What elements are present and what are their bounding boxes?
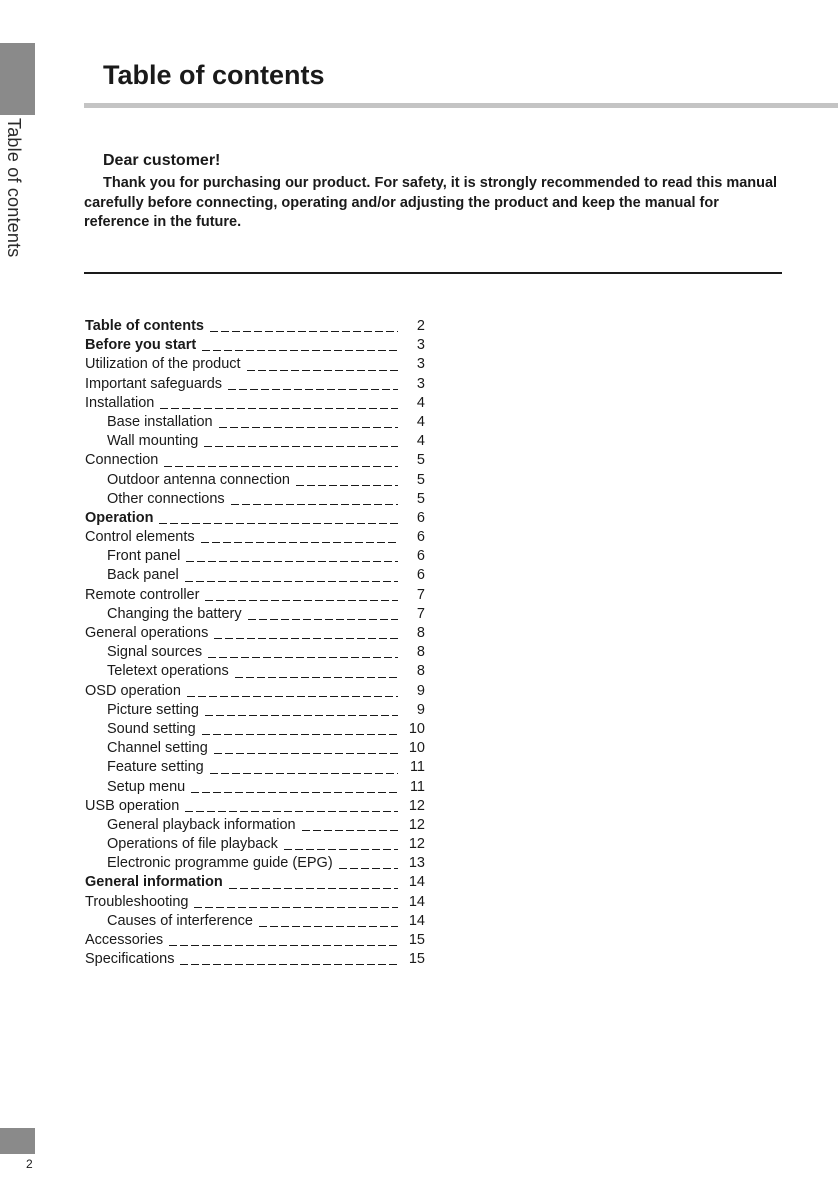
toc-entry-page: 3: [416, 375, 425, 392]
toc-entry[interactable]: [85, 490, 425, 509]
toc-entry-label: Electronic programme guide (EPG): [107, 855, 333, 872]
toc-entry[interactable]: [85, 509, 425, 528]
toc-entry-page: 13: [408, 855, 425, 872]
toc-entry[interactable]: [85, 432, 425, 451]
toc-entry-label: General operations: [85, 625, 209, 641]
toc-dotted-leader: [210, 331, 398, 332]
toc-dotted-leader: [204, 446, 398, 447]
toc-entry-page: 6: [416, 529, 425, 546]
toc-entry-label: Wall mounting: [107, 433, 199, 450]
intro-paragraph: Thank you for purchasing our product. For safety, it is strongly recommended to read this manual carefully before connecting, operating and/or adjusting the product and keep the manual for reference in the future.: [84, 175, 778, 230]
toc-dotted-leader: [210, 773, 398, 774]
toc-entry-page: 14: [408, 893, 425, 910]
page-number: 2: [26, 1157, 33, 1171]
toc-dotted-leader: [187, 696, 398, 697]
toc-dotted-leader: [201, 542, 398, 543]
toc-entry[interactable]: [85, 739, 425, 758]
toc-dotted-leader: [231, 504, 398, 505]
toc-dotted-leader: [205, 600, 398, 601]
greeting-heading: Dear customer!: [103, 152, 221, 169]
toc-entry-label: Before you start: [85, 337, 197, 354]
toc-entry[interactable]: [85, 854, 425, 873]
toc-entry[interactable]: [85, 835, 425, 854]
toc-entry[interactable]: [85, 586, 425, 605]
toc-entry-page: 12: [408, 816, 425, 833]
toc-entry-label: Teletext operations: [107, 663, 229, 680]
toc-entry-label: General playback information: [107, 816, 296, 833]
toc-entry-label: Channel setting: [107, 740, 208, 757]
toc-dotted-leader: [302, 830, 398, 831]
toc-entry[interactable]: [85, 931, 425, 950]
toc-dotted-leader: [160, 408, 398, 409]
toc-entry[interactable]: [85, 873, 425, 892]
toc-dotted-leader: [229, 888, 398, 889]
toc-entry-label: Signal sources: [107, 644, 203, 661]
toc-entry[interactable]: [85, 893, 425, 912]
toc-entry[interactable]: [85, 451, 425, 470]
toc-dotted-leader: [235, 677, 398, 678]
toc-entry-page: 10: [408, 720, 425, 737]
toc-dotted-leader: [208, 657, 398, 658]
toc-dotted-leader: [284, 849, 398, 850]
toc-entry-label: Outdoor antenna connection: [107, 471, 290, 488]
toc-entry[interactable]: [85, 471, 425, 490]
toc-entry-label: Connection: [85, 452, 159, 469]
toc-entry-label: General information: [85, 874, 223, 891]
toc-dotted-leader: [202, 350, 398, 351]
toc-dotted-leader: [219, 427, 398, 428]
toc-entry[interactable]: [85, 394, 425, 413]
toc-dotted-leader: [159, 523, 398, 524]
toc-entry-label: Operations of file playback: [107, 836, 278, 853]
toc-dotted-leader: [247, 370, 398, 371]
toc-entry[interactable]: [85, 336, 425, 355]
toc-dotted-leader: [214, 753, 398, 754]
toc-entry-page: 15: [408, 932, 425, 948]
toc-entry-page: 10: [408, 740, 425, 757]
toc-dotted-leader: [202, 734, 398, 735]
toc-entry-label: Causes of interference: [107, 912, 253, 929]
toc-entry-page: 4: [416, 394, 425, 411]
toc-dotted-leader: [214, 638, 398, 639]
toc-entry-page: 14: [408, 874, 425, 891]
toc-dotted-leader: [339, 868, 398, 869]
toc-entry-page: 3: [416, 337, 425, 354]
footer-tab-marker: [0, 1128, 35, 1154]
toc-entry-page: 12: [408, 797, 425, 814]
toc-entry-label: Installation: [85, 394, 155, 411]
toc-entry-label: Important safeguards: [85, 375, 223, 392]
side-tab-marker: [0, 43, 35, 115]
toc-entry-page: 5: [416, 452, 425, 469]
title-divider: [84, 103, 838, 108]
toc-entry-page: 8: [416, 625, 425, 641]
toc-entry-page: 14: [408, 912, 425, 929]
toc-entry-label: Troubleshooting: [85, 893, 189, 910]
toc-entry-page: 11: [409, 778, 425, 795]
toc-entry-page: 2: [416, 318, 425, 334]
toc-entry-page: 5: [416, 471, 425, 488]
section-divider: [84, 272, 782, 274]
toc-entry-label: Specifications: [85, 951, 175, 968]
toc-dotted-leader: [185, 811, 398, 812]
toc-dotted-leader: [186, 561, 398, 562]
toc-entry-page: 8: [416, 663, 425, 680]
toc-entry-label: Feature setting: [107, 759, 204, 776]
toc-entry-page: 6: [416, 548, 425, 565]
toc-dotted-leader: [185, 581, 398, 582]
toc-entry-page: 9: [416, 701, 425, 718]
page-title: Table of contents: [103, 60, 325, 90]
toc-entry-page: 6: [416, 567, 425, 584]
toc-entry-label: Changing the battery: [107, 605, 242, 622]
toc-entry-page: 4: [416, 433, 425, 450]
toc-entry[interactable]: [85, 720, 425, 739]
toc-entry-page: 6: [416, 509, 425, 526]
toc-entry-label: Table of contents: [85, 318, 204, 334]
toc-dotted-leader: [194, 907, 398, 908]
toc-entry-label: Accessories: [85, 932, 164, 948]
toc-entry[interactable]: [85, 375, 425, 394]
toc-entry-page: 11: [409, 759, 425, 776]
toc-dotted-leader: [296, 485, 398, 486]
toc-entry[interactable]: [85, 816, 425, 835]
toc-entry-label: Operation: [85, 509, 154, 526]
toc-entry[interactable]: [85, 797, 425, 816]
toc-entry[interactable]: [85, 662, 425, 681]
toc-entry[interactable]: [85, 701, 425, 720]
toc-entry[interactable]: [85, 317, 425, 336]
toc-entry-label: Base installation: [107, 413, 213, 430]
toc-entry-page: 8: [416, 644, 425, 661]
toc-dotted-leader: [169, 945, 398, 946]
toc-entry-page: 7: [416, 586, 425, 603]
toc-entry-label: Back panel: [107, 567, 179, 584]
toc-entry-label: Utilization of the product: [85, 356, 241, 373]
toc-dotted-leader: [164, 466, 398, 467]
toc-entry[interactable]: [85, 624, 425, 643]
toc-dotted-leader: [205, 715, 398, 716]
toc-entry[interactable]: [85, 355, 425, 374]
toc-entry[interactable]: [85, 682, 425, 701]
toc-dotted-leader: [259, 926, 398, 927]
table-of-contents-list: [85, 317, 425, 969]
toc-entry[interactable]: [85, 566, 425, 585]
toc-entry-label: Control elements: [85, 529, 195, 546]
toc-entry[interactable]: [85, 547, 425, 566]
toc-dotted-leader: [228, 389, 398, 390]
toc-entry[interactable]: [85, 778, 425, 797]
toc-entry-page: 12: [408, 836, 425, 853]
toc-entry[interactable]: [85, 758, 425, 777]
toc-dotted-leader: [248, 619, 398, 620]
toc-entry-label: Setup menu: [107, 778, 186, 795]
toc-entry[interactable]: [85, 605, 425, 624]
toc-entry-page: 3: [416, 356, 425, 373]
toc-entry-label: Front panel: [107, 548, 181, 565]
toc-entry[interactable]: [85, 950, 425, 969]
toc-entry-label: Other connections: [107, 490, 225, 507]
toc-entry-label: USB operation: [85, 797, 180, 814]
side-section-label: Table of contents: [4, 118, 24, 258]
toc-dotted-leader: [191, 792, 398, 793]
toc-entry-page: 5: [416, 490, 425, 507]
toc-entry-page: 4: [416, 413, 425, 430]
toc-entry-page: 7: [416, 605, 425, 622]
toc-entry-label: Picture setting: [107, 701, 199, 718]
toc-entry-label: OSD operation: [85, 682, 181, 699]
toc-entry-label: Sound setting: [107, 720, 196, 737]
toc-entry[interactable]: [85, 528, 425, 547]
toc-entry-page: 9: [416, 682, 425, 699]
toc-entry-label: Remote controller: [85, 586, 200, 603]
toc-entry[interactable]: [85, 643, 425, 662]
toc-dotted-leader: [180, 964, 398, 965]
toc-entry[interactable]: [85, 912, 425, 931]
toc-entry-page: 15: [408, 951, 425, 968]
toc-entry[interactable]: [85, 413, 425, 432]
